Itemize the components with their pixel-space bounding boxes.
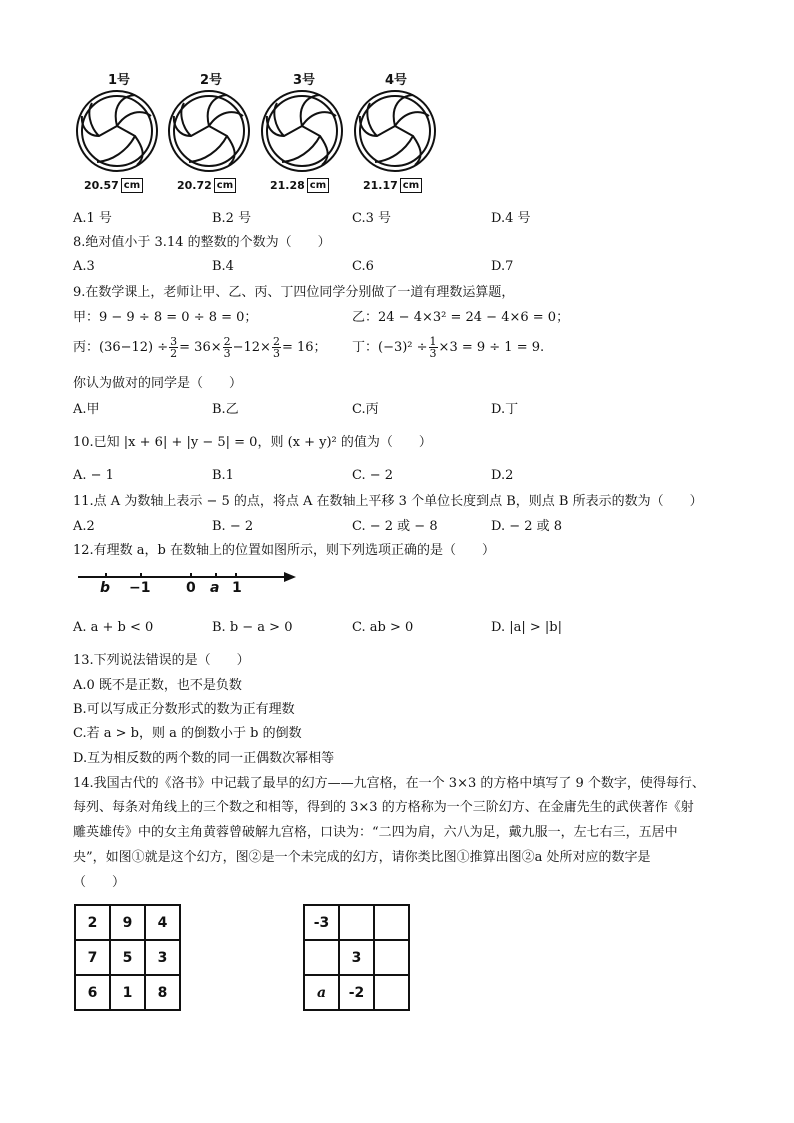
ball-label-2: 2号 [200, 73, 223, 88]
number-line-label-1: 1 [232, 580, 242, 596]
ball-size-3: 21.28 cm [270, 178, 329, 193]
grid2-cell: a [304, 975, 339, 1010]
fraction: $\frac{2}{3}$ [223, 335, 231, 360]
ball-label-3: 3号 [293, 73, 316, 88]
grid2-cell [374, 940, 409, 975]
volleyball-icons [72, 86, 442, 176]
q9-yi: 乙：24 − 4×3² = 24 − 4×6 = 0； [352, 310, 570, 325]
q8-option-a[interactable]: A.3 [73, 259, 95, 274]
q11-stem: 11.点 A 为数轴上表示 − 5 的点，将点 A 在数轴上平移 3 个单位长度到点 B，则点 B 所表示的数为（ ） [73, 494, 703, 509]
ball-size-2: 20.72 cm [177, 178, 236, 193]
grid1-cell: 1 [110, 975, 145, 1010]
q13-stem: 13.下列说法错误的是（ ） [73, 653, 250, 668]
q12-stem: 12.有理数 a，b 在数轴上的位置如图所示，则下列选项正确的是（ ） [73, 543, 496, 558]
grid1-cell: 4 [145, 905, 180, 940]
fraction: $\frac{3}{2}$ [170, 335, 178, 360]
number-line-label-b: b [100, 580, 111, 596]
q14-line-5: （ ） [73, 875, 126, 890]
q12-option-b[interactable]: B. b − a > 0 [212, 620, 293, 635]
q10-stem: 10.已知 |x + 6| + |y − 5| = 0，则 (x + y)² 的值为（ ） [73, 435, 432, 450]
q13-option-d[interactable]: D.互为相反数的两个数的同一正偶数次幂相等 [73, 751, 335, 766]
magic-square-1 [74, 904, 181, 1011]
q9-ask: 你认为做对的同学是（ ） [73, 376, 243, 391]
q9-option-b[interactable]: B.乙 [212, 402, 239, 417]
q11-option-a[interactable]: A.2 [73, 519, 95, 534]
q12-option-d[interactable]: D. |a| > |b| [491, 620, 562, 635]
ball-label-1: 1号 [108, 73, 131, 88]
q14-line-3: 雕英雄传》中的女主角黄蓉曾破解九宫格，口诀为：“二四为肩，六八为足，戴九服一，左七右三，五居中 [73, 825, 678, 840]
grid2-cell [374, 905, 409, 940]
q9-option-d[interactable]: D.丁 [491, 402, 519, 417]
grid2-cell: 3 [339, 940, 374, 975]
grid1-cell: 3 [145, 940, 180, 975]
number-line-label-neg1: −1 [129, 580, 151, 596]
q7-option-d[interactable]: D.4 号 [491, 211, 531, 226]
q11-option-b[interactable]: B. − 2 [212, 519, 254, 534]
grid2-cell: -2 [339, 975, 374, 1010]
q9-jia: 甲：9 − 9 ÷ 8 = 0 ÷ 8 = 0； [73, 310, 258, 325]
q14-line-1: 14.我国古代的《洛书》中记载了最早的幻方——九宫格，在一个 3×3 的方格中填写了 9 个数字，使得每行、 [73, 776, 705, 791]
q7-option-a[interactable]: A.1 号 [73, 211, 112, 226]
q9-bing: 丙：(36−12) ÷ $\frac{3}{2}$ = 36× $\frac{2}{3}$ −12× $\frac{2}{3}$ = 16； [73, 335, 327, 360]
grid2-cell [339, 905, 374, 940]
grid1-cell: 7 [75, 940, 110, 975]
q9-option-c[interactable]: C.丙 [352, 402, 379, 417]
volleyball-icon [77, 91, 157, 171]
q11-option-c[interactable]: C. − 2 或 − 8 [352, 519, 438, 534]
q11-option-d[interactable]: D. − 2 或 8 [491, 519, 563, 534]
q12-option-a[interactable]: A. a + b < 0 [73, 620, 154, 635]
number-line-label-0: 0 [186, 580, 196, 596]
q10-option-b[interactable]: B.1 [212, 468, 234, 483]
q14-line-4: 央”，如图①就是这个幻方，图②是一个未完成的幻方，请你类比图①推算出图②a 处所对应的数字是 [73, 850, 651, 865]
ball-size-4: 21.17 cm [363, 178, 422, 193]
grid1-cell: 5 [110, 940, 145, 975]
q8-stem: 8.绝对值小于 3.14 的整数的个数为（ ） [73, 235, 331, 250]
grid1-cell: 6 [75, 975, 110, 1010]
q7-option-b[interactable]: B.2 号 [212, 211, 252, 226]
number-line-label-a: a [210, 580, 220, 596]
q9-ding: 丁：(−3)² ÷ $\frac{1}{3}$ ×3 = 9 ÷ 1 = 9. [352, 335, 545, 360]
q10-option-d[interactable]: D.2 [491, 468, 514, 483]
q8-option-b[interactable]: B.4 [212, 259, 234, 274]
grid1-cell: 9 [110, 905, 145, 940]
fraction: $\frac{2}{3}$ [272, 335, 280, 360]
q8-option-d[interactable]: D.7 [491, 259, 514, 274]
grid1-cell: 2 [75, 905, 110, 940]
grid2-cell [304, 940, 339, 975]
magic-square-2 [303, 904, 410, 1011]
volleyball-icon [169, 91, 249, 171]
q9-stem: 9.在数学课上，老师让甲、乙、丙、丁四位同学分别做了一道有理数运算题， [73, 285, 515, 300]
q12-option-c[interactable]: C. ab > 0 [352, 620, 414, 635]
q9-option-a[interactable]: A.甲 [73, 402, 100, 417]
q14-line-2: 每列、每条对角线上的三个数之和相等，得到的 3×3 的方格称为一个三阶幻方、在金庸先生的武侠著作《射 [73, 800, 694, 815]
q10-option-a[interactable]: A. − 1 [73, 468, 114, 483]
ball-size-1: 20.57 cm [84, 178, 143, 193]
q13-option-c[interactable]: C.若 a > b，则 a 的倒数小于 b 的倒数 [73, 726, 302, 741]
q13-option-b[interactable]: B.可以写成正分数形式的数为正有理数 [73, 702, 295, 717]
grid2-cell: -3 [304, 905, 339, 940]
grid2-cell [374, 975, 409, 1010]
q13-option-a[interactable]: A.0 既不是正数，也不是负数 [73, 678, 242, 693]
volleyball-icon [355, 91, 435, 171]
volleyball-icon [262, 91, 342, 171]
q8-option-c[interactable]: C.6 [352, 259, 374, 274]
q7-option-c[interactable]: C.3 号 [352, 211, 392, 226]
ball-label-4: 4号 [385, 73, 408, 88]
grid1-cell: 8 [145, 975, 180, 1010]
fraction: $\frac{1}{3}$ [429, 335, 437, 360]
q10-option-c[interactable]: C. − 2 [352, 468, 394, 483]
